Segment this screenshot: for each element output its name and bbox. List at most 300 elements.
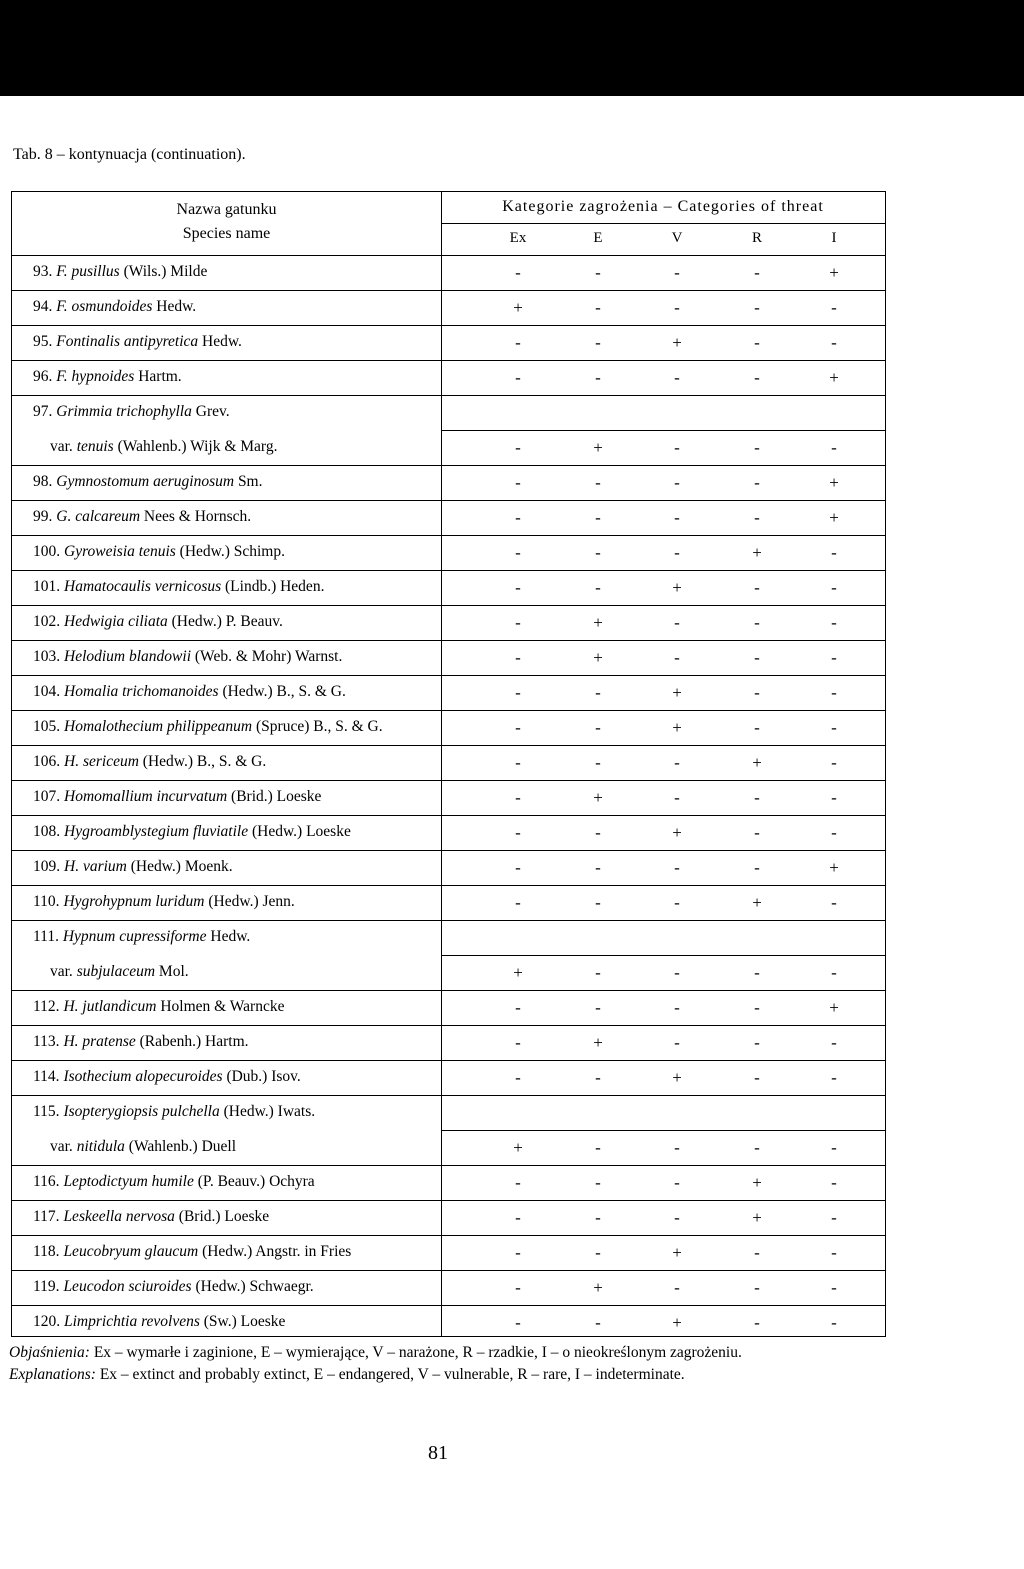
species-author: Hartm.	[134, 368, 182, 385]
table-row	[12, 571, 885, 606]
threat-mark: +	[672, 1243, 682, 1262]
species-latin-name: Hygroamblystegium fluviatile	[64, 823, 249, 840]
threat-mark: +	[593, 788, 603, 807]
species-author: (Brid.) Loeske	[227, 788, 322, 805]
species-name	[50, 963, 189, 981]
category-ex-header: Ex	[509, 230, 527, 246]
species-latin-name: Leptodictyum humile	[63, 1173, 194, 1190]
species-number: 106.	[33, 753, 61, 770]
table-row	[12, 956, 885, 991]
table-row	[12, 886, 885, 921]
table-row	[12, 431, 885, 466]
table-row	[12, 641, 885, 676]
species-number: 115.	[33, 1103, 60, 1120]
species-author: Sm.	[234, 473, 263, 490]
threat-mark: -	[831, 963, 837, 982]
threat-mark: -	[515, 508, 521, 527]
species-number: 110.	[33, 893, 60, 910]
threat-mark: -	[754, 1313, 760, 1332]
threat-mark: -	[831, 333, 837, 352]
species-number: 108.	[33, 823, 61, 840]
species-author: (Lindb.) Heden.	[221, 578, 325, 595]
species-latin-name: Leskeella nervosa	[63, 1208, 175, 1225]
species-name	[33, 858, 233, 876]
category-e-header: E	[593, 230, 603, 246]
species-author: Grev.	[191, 403, 230, 420]
species-number: 101.	[33, 578, 61, 595]
threat-mark: -	[515, 1208, 521, 1227]
threat-mark: -	[754, 1068, 760, 1087]
species-name	[33, 683, 346, 701]
threat-mark: -	[515, 333, 521, 352]
threat-mark: -	[674, 1173, 680, 1192]
threat-mark: -	[674, 298, 680, 317]
species-name	[33, 1103, 315, 1121]
threat-mark: -	[674, 473, 680, 492]
threat-mark: -	[754, 858, 760, 877]
threat-mark: -	[754, 1278, 760, 1297]
species-author: (Spruce) B., S. & G.	[252, 718, 383, 735]
species-latin-name: H. jutlandicum	[63, 998, 157, 1015]
table-row	[12, 1201, 885, 1236]
species-name	[33, 1278, 314, 1296]
category-v-header: V	[671, 230, 683, 246]
species-number: 112.	[33, 998, 60, 1015]
species-latin-name: F. osmundoides	[56, 298, 153, 315]
species-name	[33, 613, 283, 631]
threat-mark: -	[595, 1068, 601, 1087]
species-author: Nees & Hornsch.	[140, 508, 252, 525]
threat-mark: +	[672, 1068, 682, 1087]
threat-mark: -	[595, 998, 601, 1017]
threat-mark: -	[595, 368, 601, 387]
species-name	[33, 263, 207, 281]
species-author: (Web. & Mohr) Warnst.	[191, 648, 343, 665]
threat-mark: -	[674, 648, 680, 667]
table-row	[12, 361, 885, 396]
species-name	[33, 578, 324, 596]
notes-pl-text: Ex – wymarłe i zaginione, E – wymierające, V – narażone, R – rzadkie, I – o nieokreślonym zagrożeniu.	[89, 1344, 742, 1361]
threat-mark: -	[674, 858, 680, 877]
threat-mark: -	[515, 858, 521, 877]
threat-mark: -	[515, 753, 521, 772]
threat-mark: -	[831, 438, 837, 457]
species-latin-name: Grimmia trichophylla	[56, 403, 192, 420]
species-latin-name: Hypnum cupressiforme	[62, 928, 207, 945]
threat-mark: -	[754, 1243, 760, 1262]
species-author: Hedw.	[198, 333, 242, 350]
threat-mark: +	[829, 858, 839, 877]
species-number: 98.	[33, 473, 53, 490]
threat-mark: -	[515, 1278, 521, 1297]
threat-mark: +	[752, 1173, 762, 1192]
threat-mark: +	[752, 1208, 762, 1227]
species-number: 99.	[33, 508, 53, 525]
threat-mark: -	[674, 508, 680, 527]
species-author: (Hedw.) Schwaegr.	[191, 1278, 314, 1295]
threat-mark: -	[831, 1173, 837, 1192]
species-name	[33, 1033, 249, 1051]
threat-mark: -	[674, 963, 680, 982]
threat-mark: -	[831, 788, 837, 807]
threat-mark: -	[754, 718, 760, 737]
table-row	[12, 501, 885, 536]
threat-mark: -	[831, 1243, 837, 1262]
species-latin-name: tenuis	[76, 438, 114, 455]
threat-mark: -	[831, 1138, 837, 1157]
category-i-header: I	[831, 230, 837, 246]
threat-mark: -	[515, 998, 521, 1017]
notes-en-text: Ex – extinct and probably extinct, E – endangered, V – vulnerable, R – rare, I – indeterminate.	[95, 1366, 685, 1383]
threat-mark: -	[595, 263, 601, 282]
threat-mark: +	[672, 823, 682, 842]
threat-mark: -	[674, 368, 680, 387]
species-name	[33, 753, 266, 771]
species-latin-name: H. pratense	[63, 1033, 136, 1050]
species-author: Hedw.	[206, 928, 251, 945]
species-number: 103.	[33, 648, 61, 665]
species-name	[33, 928, 250, 946]
threat-mark: -	[595, 1173, 601, 1192]
threat-mark: -	[515, 438, 521, 457]
species-number: 116.	[33, 1173, 60, 1190]
threat-mark: -	[674, 1278, 680, 1297]
table-row	[12, 606, 885, 641]
species-author: (Wahlenb.) Wijk & Marg.	[113, 438, 278, 455]
threat-mark: +	[672, 333, 682, 352]
threat-mark: -	[754, 263, 760, 282]
table-row	[12, 396, 885, 431]
species-number: 105.	[33, 718, 61, 735]
threat-mark: -	[515, 543, 521, 562]
threat-mark: -	[674, 998, 680, 1017]
threat-mark: -	[595, 1138, 601, 1157]
species-name	[33, 1313, 285, 1331]
species-number: 114.	[33, 1068, 60, 1085]
header-divider	[441, 223, 885, 224]
species-author: (Hedw.) Schimp.	[175, 543, 285, 560]
species-number: 100.	[33, 543, 61, 560]
threat-mark: -	[754, 473, 760, 492]
species-name	[33, 1173, 315, 1191]
notes-polish	[9, 1342, 742, 1364]
threat-mark: -	[674, 438, 680, 457]
threat-mark: +	[829, 508, 839, 527]
species-author: (Hedw.) Loeske	[248, 823, 351, 840]
threat-mark: -	[595, 508, 601, 527]
species-number: var.	[50, 1138, 73, 1155]
table-row	[12, 816, 885, 851]
species-author: (Sw.) Loeske	[199, 1313, 286, 1330]
threat-mark: -	[831, 1068, 837, 1087]
species-name-header	[12, 198, 441, 246]
species-latin-name: Homalia trichomanoides	[64, 683, 219, 700]
species-number: 107.	[33, 788, 61, 805]
species-name	[33, 298, 196, 316]
species-number: 96.	[33, 368, 53, 385]
table-row	[12, 711, 885, 746]
threat-mark: +	[513, 1138, 523, 1157]
threat-mark: -	[831, 718, 837, 737]
species-name	[50, 438, 277, 456]
species-latin-name: Gyroweisia tenuis	[64, 543, 176, 560]
threat-mark: -	[595, 333, 601, 352]
threat-mark: -	[831, 1208, 837, 1227]
species-latin-name: Isothecium alopecuroides	[63, 1068, 223, 1085]
species-name	[33, 543, 285, 561]
table-row	[12, 326, 885, 361]
threat-mark: -	[831, 298, 837, 317]
threat-mark: -	[515, 1243, 521, 1262]
species-author: (Brid.) Loeske	[174, 1208, 270, 1225]
threat-mark: -	[754, 613, 760, 632]
table-row	[12, 921, 885, 956]
species-author: (P. Beauv.) Ochyra	[193, 1173, 315, 1190]
threat-mark: +	[752, 893, 762, 912]
threat-mark: -	[674, 263, 680, 282]
species-author: Mol.	[155, 963, 189, 980]
species-number: 94.	[33, 298, 53, 315]
threat-mark: -	[754, 788, 760, 807]
species-latin-name: Homalothecium philippeanum	[64, 718, 253, 735]
threat-mark: -	[515, 823, 521, 842]
threat-mark: -	[595, 1208, 601, 1227]
threat-mark: -	[515, 683, 521, 702]
species-latin-name: H. sericeum	[64, 753, 139, 770]
threat-mark: +	[513, 298, 523, 317]
species-author: (Dub.) Isov.	[222, 1068, 301, 1085]
threat-mark: -	[595, 893, 601, 912]
table-row	[12, 1236, 885, 1271]
threat-mark: -	[595, 1243, 601, 1262]
species-author: (Hedw.) B., S. & G.	[138, 753, 267, 770]
species-author: (Hedw.) P. Beauv.	[167, 613, 283, 630]
threat-mark: +	[672, 578, 682, 597]
threat-mark: -	[595, 823, 601, 842]
species-latin-name: H. varium	[64, 858, 127, 875]
table-row	[12, 1166, 885, 1201]
species-name	[33, 788, 321, 806]
table-row	[12, 781, 885, 816]
species-latin-name: subjulaceum	[76, 963, 156, 980]
threat-mark: -	[831, 578, 837, 597]
table-row	[12, 746, 885, 781]
species-number: 113.	[33, 1033, 60, 1050]
species-name	[33, 368, 182, 386]
threat-mark: -	[674, 1033, 680, 1052]
threat-mark: -	[674, 1208, 680, 1227]
species-latin-name: Isopterygiopsis pulchella	[63, 1103, 220, 1120]
table-row	[12, 851, 885, 886]
species-author: (Hedw.) Jenn.	[204, 893, 295, 910]
species-latin-name: Homomallium incurvatum	[64, 788, 228, 805]
species-latin-name: Limprichtia revolvens	[64, 1313, 200, 1330]
threat-categories-table	[11, 191, 886, 1337]
notes-en-label: Explanations:	[9, 1366, 96, 1383]
species-number: var.	[50, 963, 73, 980]
species-number: 102.	[33, 613, 61, 630]
species-number: 109.	[33, 858, 61, 875]
threat-mark: -	[515, 718, 521, 737]
threat-mark: -	[515, 473, 521, 492]
species-name	[33, 893, 295, 911]
threat-mark: -	[754, 1138, 760, 1157]
threat-mark: +	[513, 963, 523, 982]
threat-mark: +	[593, 613, 603, 632]
threat-mark: +	[593, 438, 603, 457]
species-number: 95.	[33, 333, 53, 350]
species-name	[50, 1138, 236, 1156]
species-number: 118.	[33, 1243, 60, 1260]
threat-mark: -	[831, 753, 837, 772]
threat-mark: -	[831, 1278, 837, 1297]
threat-mark: +	[593, 1033, 603, 1052]
threat-mark: -	[754, 998, 760, 1017]
species-latin-name: Gymnostomum aeruginosum	[56, 473, 235, 490]
threat-mark: +	[829, 263, 839, 282]
species-latin-name: Leucodon sciuroides	[63, 1278, 192, 1295]
page-number: 81	[428, 1442, 448, 1464]
threat-mark: -	[831, 1033, 837, 1052]
threat-mark: +	[672, 718, 682, 737]
species-number: 111.	[33, 928, 59, 945]
species-name	[33, 508, 251, 526]
species-name-header-en: Species name	[182, 225, 271, 242]
species-name	[33, 998, 284, 1016]
species-number: var.	[50, 438, 73, 455]
threat-mark: -	[754, 508, 760, 527]
species-number: 104.	[33, 683, 61, 700]
threat-mark: -	[674, 613, 680, 632]
species-name	[33, 473, 263, 491]
species-author: Holmen & Warncke	[156, 998, 285, 1015]
species-name	[33, 823, 351, 841]
species-number: 120.	[33, 1313, 61, 1330]
threat-mark: +	[672, 1313, 682, 1332]
table-row	[12, 676, 885, 711]
threat-mark: -	[595, 473, 601, 492]
species-author: (Wils.) Milde	[119, 263, 208, 280]
species-number: 97.	[33, 403, 53, 420]
threat-mark: -	[754, 333, 760, 352]
species-author: (Rabenh.) Hartm.	[135, 1033, 249, 1050]
threat-mark: -	[674, 543, 680, 562]
threat-mark: -	[831, 823, 837, 842]
threat-mark: -	[754, 298, 760, 317]
species-author: (Hedw.) Moenk.	[126, 858, 233, 875]
threat-mark: -	[595, 298, 601, 317]
threat-mark: -	[515, 1033, 521, 1052]
species-latin-name: Helodium blandowii	[64, 648, 192, 665]
threat-mark: +	[829, 473, 839, 492]
threat-mark: -	[754, 368, 760, 387]
threat-mark: -	[515, 893, 521, 912]
threat-mark: -	[595, 963, 601, 982]
species-author: (Wahlenb.) Duell	[124, 1138, 237, 1155]
table-row	[12, 466, 885, 501]
species-latin-name: F. hypnoides	[56, 368, 135, 385]
species-latin-name: F. pusillus	[56, 263, 120, 280]
species-latin-name: Fontinalis antipyretica	[56, 333, 199, 350]
species-latin-name: nitidula	[76, 1138, 125, 1155]
species-latin-name: G. calcareum	[56, 508, 141, 525]
threat-mark: -	[831, 893, 837, 912]
species-latin-name: Hygrohypnum luridum	[63, 893, 205, 910]
species-name	[33, 648, 342, 666]
threat-mark: -	[595, 683, 601, 702]
table-row	[12, 291, 885, 326]
species-latin-name: Hamatocaulis vernicosus	[64, 578, 222, 595]
table-row	[12, 1271, 885, 1306]
threat-mark: +	[593, 648, 603, 667]
threat-mark: -	[515, 1068, 521, 1087]
categories-header: Kategorie zagrożenia – Categories of threat	[502, 198, 824, 215]
species-name	[33, 1208, 269, 1226]
threat-mark: -	[595, 718, 601, 737]
threat-mark: -	[515, 263, 521, 282]
threat-mark: -	[754, 823, 760, 842]
threat-mark: -	[754, 963, 760, 982]
threat-mark: +	[829, 998, 839, 1017]
threat-mark: -	[754, 1033, 760, 1052]
threat-mark: -	[515, 578, 521, 597]
species-author: (Hedw.) Angstr. in Fries	[198, 1243, 352, 1260]
table-row	[12, 991, 885, 1026]
species-number: 119.	[33, 1278, 60, 1295]
table-row	[12, 1131, 885, 1166]
threat-mark: -	[595, 578, 601, 597]
notes-pl-label: Objaśnienia:	[9, 1344, 90, 1361]
table-row	[12, 1306, 885, 1341]
threat-mark: -	[515, 368, 521, 387]
species-number: 117.	[33, 1208, 60, 1225]
threat-mark: +	[829, 368, 839, 387]
threat-mark: -	[515, 648, 521, 667]
threat-mark: +	[672, 683, 682, 702]
threat-mark: -	[515, 613, 521, 632]
species-name	[33, 403, 230, 421]
notes-english	[9, 1364, 742, 1386]
table-row	[12, 1026, 885, 1061]
table-row	[12, 256, 885, 291]
threat-mark: -	[831, 613, 837, 632]
threat-mark: -	[515, 788, 521, 807]
threat-mark: -	[831, 648, 837, 667]
species-name	[33, 1243, 351, 1261]
threat-mark: -	[674, 893, 680, 912]
species-name-header-pl: Nazwa gatunku	[176, 201, 277, 218]
species-author: Hedw.	[152, 298, 197, 315]
table-row	[12, 536, 885, 571]
species-author: (Hedw.) B., S. & G.	[218, 683, 346, 700]
threat-mark: -	[674, 788, 680, 807]
table-row	[12, 1096, 885, 1131]
table-notes	[9, 1342, 742, 1386]
threat-mark: -	[595, 753, 601, 772]
threat-mark: +	[752, 543, 762, 562]
threat-mark: -	[595, 543, 601, 562]
threat-mark: -	[595, 858, 601, 877]
species-name	[33, 333, 242, 351]
threat-mark: -	[754, 578, 760, 597]
threat-mark: -	[674, 1138, 680, 1157]
table-body	[12, 255, 885, 1332]
species-latin-name: Leucobryum glaucum	[63, 1243, 199, 1260]
threat-mark: -	[831, 543, 837, 562]
threat-mark: -	[754, 648, 760, 667]
threat-mark: -	[754, 683, 760, 702]
species-latin-name: Hedwigia ciliata	[64, 613, 168, 630]
